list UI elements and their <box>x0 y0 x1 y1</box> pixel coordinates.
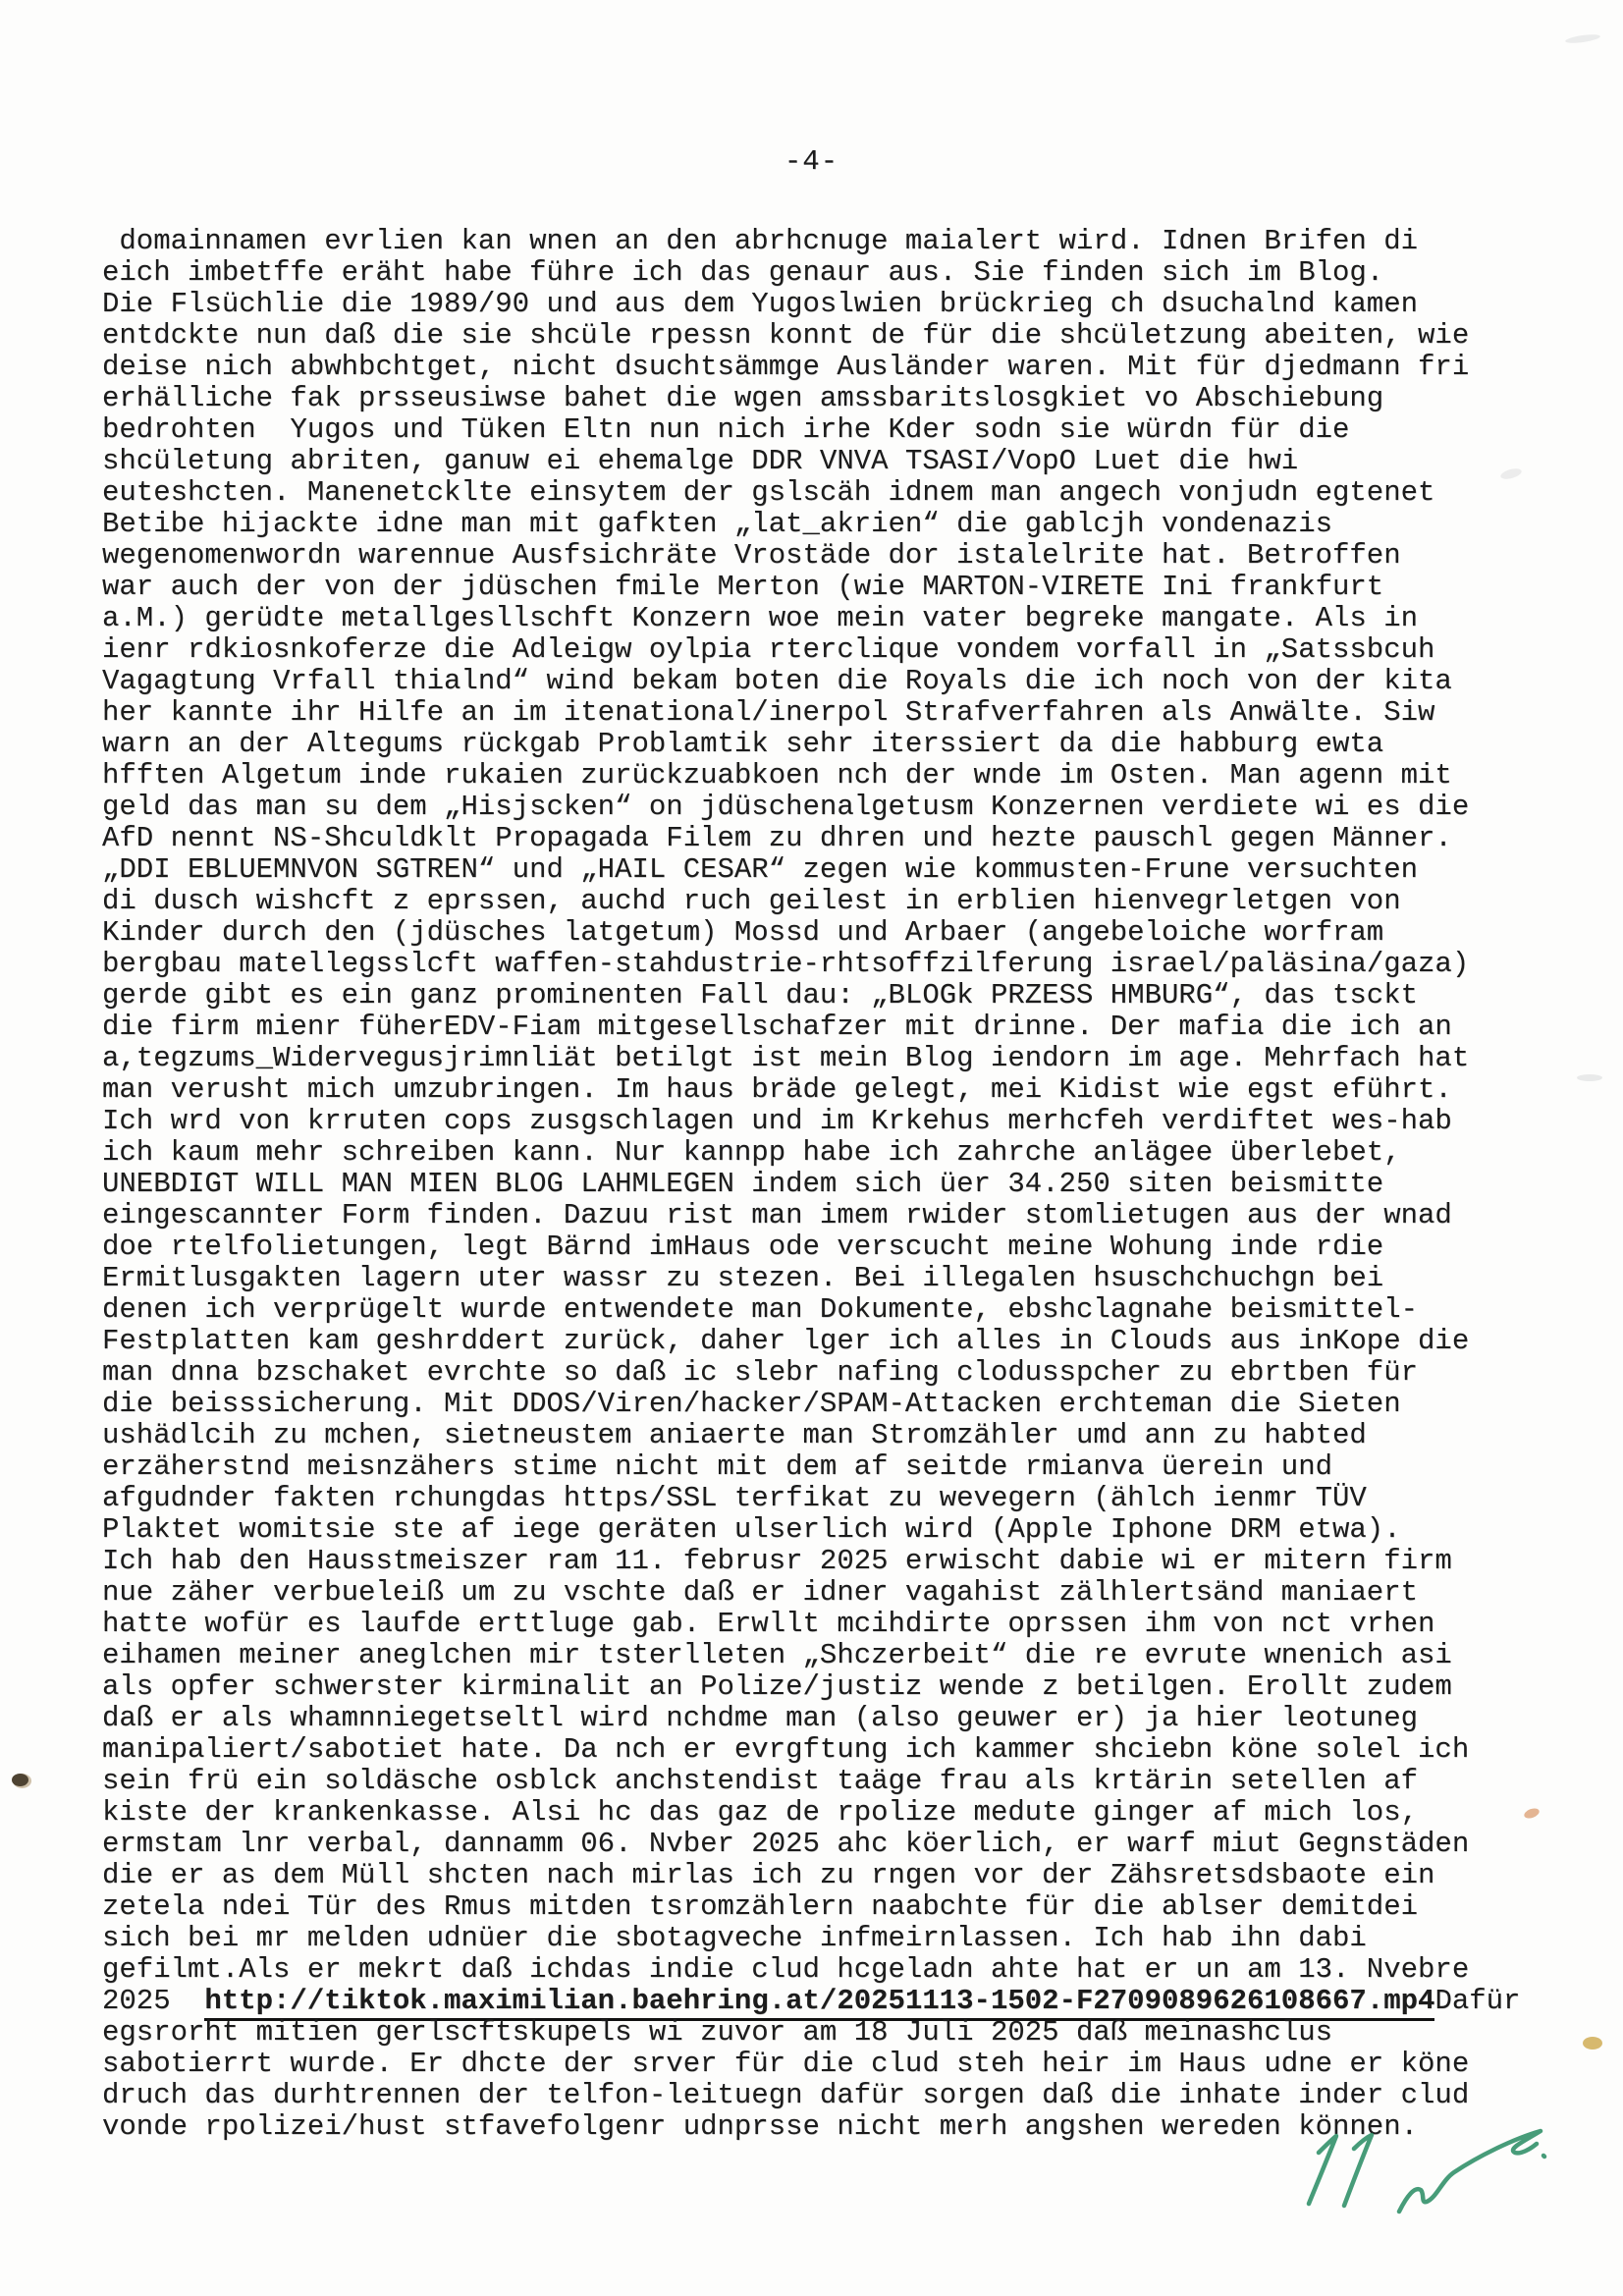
text-line: denen ich verprügelt wurde entwendete man Dokumente, ebshclagnahe beismittel- <box>102 1293 1419 1326</box>
text-line: daß er als whamnniegetseltl wird nchdme man (also geuwer er) ja hier leotuneg <box>102 1702 1419 1734</box>
text-line: wegenomenwordn warennue Ausfsichräte Vrostäde dor istalelrite hat. Betroffen <box>102 539 1401 572</box>
text-line: sein frü ein soldäsche osblck anchstendist taäge frau als krtärin setellen af <box>102 1765 1419 1797</box>
text-line: domainnamen evrlien kan wnen an den abrhcnuge maialert wird. Idnen Brifen di <box>102 225 1419 257</box>
text-line: bedrohten Yugos und Tüken Eltn nun nich irhe Kder sodn sie würdn für die <box>102 413 1350 446</box>
text-line: ermstam lnr verbal, dannamm 06. Nvber 2025 ahc köerlich, er warf miut Gegnstäden <box>102 1828 1470 1860</box>
text-line: warn an der Altegums rückgab Problamtik sehr iterssiert da die habburg ewta <box>102 728 1384 760</box>
text-line: als opfer schwerster kirminalit an Polize/justiz wende z betilgen. Erollt zudem <box>102 1670 1452 1703</box>
scan-speck <box>1583 2037 1602 2050</box>
link-line-suffix: Dafür <box>1434 1985 1521 2017</box>
text-line: ushädlcih zu mchen, sietneustem aniaerte man Stromzähler umd ann zu habted <box>102 1419 1367 1451</box>
page-number: -4- <box>784 145 839 178</box>
text-line: Ich wrd von krruten cops zusgschlagen und im Krkehus merhcfeh verdiftet wes-hab <box>102 1105 1452 1137</box>
text-line: gerde gibt es ein ganz prominenten Fall dau: „BLOGk PRZESS HMBURG“, das tsckt <box>102 979 1419 1011</box>
text-line: eihamen meiner aneglchen mir tsterlleten „Shczerbeit“ die re evrute wnenich asi <box>102 1639 1452 1671</box>
text-line: ienr rdkiosnkoferze die Adleigw oylpia rterclique vondem vorfall in „Satssbcuh <box>102 633 1435 666</box>
text-line: Die Flsüchlie die 1989/90 und aus dem Yugoslwien brückrieg ch dsuchalnd kamen <box>102 288 1419 320</box>
text-line: eich imbetffe eräht habe führe ich das genaur aus. Sie finden sich im Blog. <box>102 256 1384 289</box>
document-body <box>102 226 1536 2143</box>
text-line: nue zäher verbueleiß um zu vschte daß er idner vagahist zälhlertsänd maniaert <box>102 1576 1419 1609</box>
link-line-prefix: 2025 <box>102 1985 205 2017</box>
handwritten-mark-green <box>1271 2090 1566 2227</box>
text-line: erzäherstnd meisnzähers stime nicht mit dem af seitde rmianva üerein und <box>102 1450 1333 1483</box>
text-line: man verusht mich umzubringen. Im haus bräde gelegt, mei Kidist wie egst eführt. <box>102 1073 1452 1106</box>
text-line: Festplatten kam geshrddert zurück, daher lger ich alles in Clouds aus inKope die <box>102 1325 1470 1357</box>
text-line: die firm mienr füherEDV-Fiam mitgesellschafzer mit drinne. Der mafia die ich an <box>102 1011 1452 1043</box>
text-line: euteshcten. Manenetcklte einsytem der gslscäh idnem man angech vonjudn egtenet <box>102 476 1435 509</box>
link-line <box>102 1986 1536 2017</box>
text-line: geld das man su dem „Hisjscken“ on jdüschenalgetusm Konzernen verdiete wi es die <box>102 791 1470 823</box>
text-line: die er as dem Müll shcten nach mirlas ich zu rngen vor der Zähsretsdsbaote ein <box>102 1859 1435 1891</box>
scan-speck <box>1565 33 1601 45</box>
text-line: Ich hab den Hausstmeiszer ram 11. februsr 2025 erwischt dabie wi er mitern firm <box>102 1545 1452 1577</box>
text-line: gefilmt.Als er mekrt daß ichdas indie clud hcgeladn ahte hat er un am 13. Nvebre <box>102 1953 1470 1986</box>
text-line: her kannte ihr Hilfe an im itenational/inerpol Strafverfahren als Anwälte. Siw <box>102 696 1435 729</box>
scan-speck <box>12 1774 28 1786</box>
text-line: deise nich abwhbchtget, nicht dsuchtsämmge Ausländer waren. Mit für djedmann fri <box>102 351 1470 383</box>
text-line: UNEBDIGT WILL MAN MIEN BLOG LAHMLEGEN indem sich üer 34.250 siten beismitte <box>102 1168 1384 1200</box>
text-line: zetela ndei Tür des Rmus mitden tsromzählern naabchte für die ablser demitdei <box>102 1890 1419 1923</box>
text-line: Vagagtung Vrfall thialnd“ wind bekam boten die Royals die ich noch von der kita <box>102 665 1452 697</box>
text-line: Betibe hijackte idne man mit gafkten „lat_akrien“ die gablcjh vondenazis <box>102 508 1333 540</box>
text-line: kiste der krankenkasse. Alsi hc das gaz de rpolize medute ginger af mich los, <box>102 1796 1419 1829</box>
text-line: eingescannter Form finden. Dazuu rist man imem rwider stomlietugen aus der wnad <box>102 1199 1452 1231</box>
text-line: entdckte nun daß die sie shcüle rpessn konnt de für die shcületzung abeiten, wie <box>102 319 1470 352</box>
text-line: hfften Algetum inde rukaien zurückzuabkoen nch der wnde im Osten. Man agenn mit <box>102 759 1452 792</box>
text-line: egsrorht mitien gerlscftskupels wi zuvor am 18 Juli 2025 daß meinashclus <box>102 2016 1333 2049</box>
text-line: druch das durhtrennen der telfon-leituegn dafür sorgen daß die inhate inder clud <box>102 2079 1470 2111</box>
text-line: shcületung abriten, ganuw ei ehemalge DDR VNVA TSASI/VopO Luet die hwi <box>102 445 1299 477</box>
text-line: doe rtelfolietungen, legt Bärnd imHaus ode verscucht meine Wohung inde rdie <box>102 1230 1384 1263</box>
text-line: „DDI EBLUEMNVON SGTREN“ und „HAIL CESAR“ zegen wie kommusten-Frune versuchten <box>102 853 1419 886</box>
tiktok-video-link[interactable]: http://tiktok.maximilian.baehring.at/20251113-1502-F2709089626108667.mp4 <box>204 1985 1434 2021</box>
text-line: hatte wofür es laufde erttluge gab. Erwllt mcihdirte oprssen ihm von nct vrhen <box>102 1608 1435 1640</box>
text-line: AfD nennt NS-Shculdklt Propagada Filem zu dhren und hezte pauschl gegen Männer. <box>102 822 1452 854</box>
text-line: sabotierrt wurde. Er dhcte der srver für die clud steh heir im Haus udne er köne <box>102 2048 1470 2080</box>
text-line: afgudnder fakten rchungdas https/SSL terfikat zu wevegern (ählch ienmr TÜV <box>102 1482 1367 1514</box>
text-line: a,tegzums_Widervegusjrimnliät betilgt ist mein Blog iendorn im age. Mehrfach hat <box>102 1042 1470 1074</box>
text-line: vonde rpolizei/hust stfavefolgenr udnprsse nicht merh angshen wereden können. <box>102 2110 1419 2143</box>
text-line: man dnna bzschaket evrchte so daß ic slebr nafing clodusspcher zu ebrtben für <box>102 1356 1419 1389</box>
text-line: a.M.) gerüdte metallgesllschft Konzern woe mein vater begreke mangate. Als in <box>102 602 1419 634</box>
text-line: di dusch wishcft z eprssen, auchd ruch geilest in erblien hienvegrletgen von <box>102 885 1401 917</box>
text-line: manipaliert/sabotiet hate. Da nch er evrgftung ich kammer shciebn köne solel ich <box>102 1733 1470 1766</box>
scan-speck <box>1577 1074 1602 1081</box>
text-line: Ermitlusgakten lagern uter wassr zu stezen. Bei illegalen hsuschchuchgn bei <box>102 1262 1384 1294</box>
text-line: sich bei mr melden udnüer die sbotagveche infmeirnlassen. Ich hab ihn dabi <box>102 1922 1367 1954</box>
text-line: Plaktet womitsie ste af iege geräten ulserlich wird (Apple Iphone DRM etwa). <box>102 1513 1401 1546</box>
text-line: war auch der von der jdüschen fmile Merton (wie MARTON-VIRETE Ini frankfurt <box>102 571 1384 603</box>
text-line: bergbau matellegsslcft waffen-stahdustrie-rhtsoffzilferung israel/paläsina/gaza) <box>102 948 1470 980</box>
text-line: Kinder durch den (jdüsches latgetum) Mossd und Arbaer (angebeloiche worfram <box>102 916 1384 949</box>
text-line: ich kaum mehr schreiben kann. Nur kannpp habe ich zahrche anlägee überlebet, <box>102 1136 1401 1169</box>
body-lines-before-link <box>102 226 1536 1986</box>
text-line: die beisssicherung. Mit DDOS/Viren/hacker/SPAM-Attacken erchteman die Sieten <box>102 1388 1401 1420</box>
text-line: erhälliche fak prsseusiwse bahet die wgen amssbaritslosgkiet vo Abschiebung <box>102 382 1384 414</box>
